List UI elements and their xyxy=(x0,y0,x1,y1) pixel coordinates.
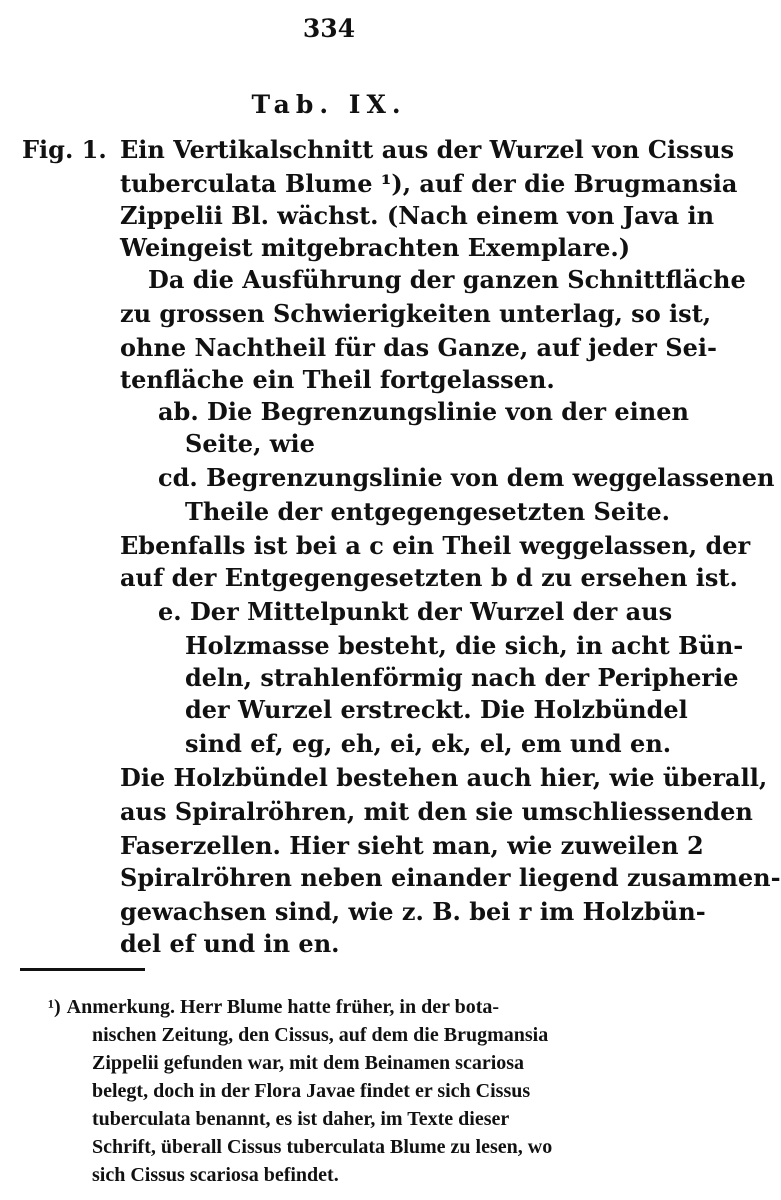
footnote-line: Zippelii gefunden war, mit dem Beinamen scariosa xyxy=(92,1052,525,1074)
text-line: Ein Vertikalschnitt aus der Wurzel von Cissus xyxy=(120,135,735,164)
figure-label: Fig. 1. xyxy=(22,135,107,164)
footnote-line: sich Cissus scariosa befindet. xyxy=(92,1164,339,1186)
footnote-line: nischen Zeitung, den Cissus, auf dem die Brugmansia xyxy=(92,1024,549,1046)
footnote-line: Schrift, überall Cissus tuberculata Blume zu lesen, wo xyxy=(92,1136,553,1158)
text-line: cd. Begrenzungslinie von dem weggelassenen xyxy=(158,463,775,492)
text-line: Faserzellen. Hier sieht man, wie zuweilen 2 xyxy=(120,831,704,860)
footnote-mark: ¹) xyxy=(48,996,61,1018)
text-line: tuberculata Blume ¹), auf der die Brugmansia xyxy=(120,169,738,198)
footnote-line: belegt, doch in der Flora Javae findet er sich Cissus xyxy=(92,1080,531,1102)
text-line: Die Holzbündel bestehen auch hier, wie überall, xyxy=(120,763,768,792)
text-line: sind ef, eg, eh, ei, ek, el, em und en. xyxy=(185,729,672,758)
text-line: zu grossen Schwierigkeiten unterlag, so ist, xyxy=(120,299,712,328)
text-line: del ef und in en. xyxy=(120,929,340,958)
footnote-line xyxy=(48,994,640,1021)
text-line: deln, strahlenförmig nach der Peripherie xyxy=(185,663,739,692)
text-line: Theile der entgegengesetzten Seite. xyxy=(185,497,670,526)
text-line: Spiralröhren neben einander liegend zusammen- xyxy=(120,863,781,892)
footnote-text: Anmerkung. Herr Blume hatte früher, in der bota- xyxy=(66,996,500,1018)
text-line: aus Spiralröhren, mit den sie umschliessenden xyxy=(120,797,753,826)
text-line: Zippelii Bl. wächst. (Nach einem von Java in xyxy=(120,201,715,230)
footnote-line: tuberculata benannt, es ist daher, im Texte dieser xyxy=(92,1108,510,1130)
text-line: gewachsen sind, wie z. B. bei r im Holzbün- xyxy=(120,897,706,926)
text-line: der Wurzel erstreckt. Die Holzbündel xyxy=(185,695,688,724)
text-line: Holzmasse besteht, die sich, in acht Bün- xyxy=(185,631,744,660)
text-line: Da die Ausführung der ganzen Schnittfläche xyxy=(148,265,746,294)
text-line: auf der Entgegengesetzten b d zu ersehen ist. xyxy=(120,563,738,592)
text-line: Weingeist mitgebrachten Exemplare.) xyxy=(120,233,631,262)
text-line: ab. Die Begrenzungslinie von der einen xyxy=(158,397,689,426)
text-line: Ebenfalls ist bei a c ein Theil weggelassen, der xyxy=(120,531,751,560)
page-number: 334 xyxy=(302,14,356,43)
text-line: tenfläche ein Theil fortgelassen. xyxy=(120,365,555,394)
text-line: ohne Nachtheil für das Ganze, auf jeder Sei- xyxy=(120,333,717,362)
plate-heading: Tab. IX. xyxy=(251,90,407,119)
footnote-divider xyxy=(20,968,145,971)
text-line: Seite, wie xyxy=(185,429,315,458)
text-line: e. Der Mittelpunkt der Wurzel der aus xyxy=(158,597,673,626)
